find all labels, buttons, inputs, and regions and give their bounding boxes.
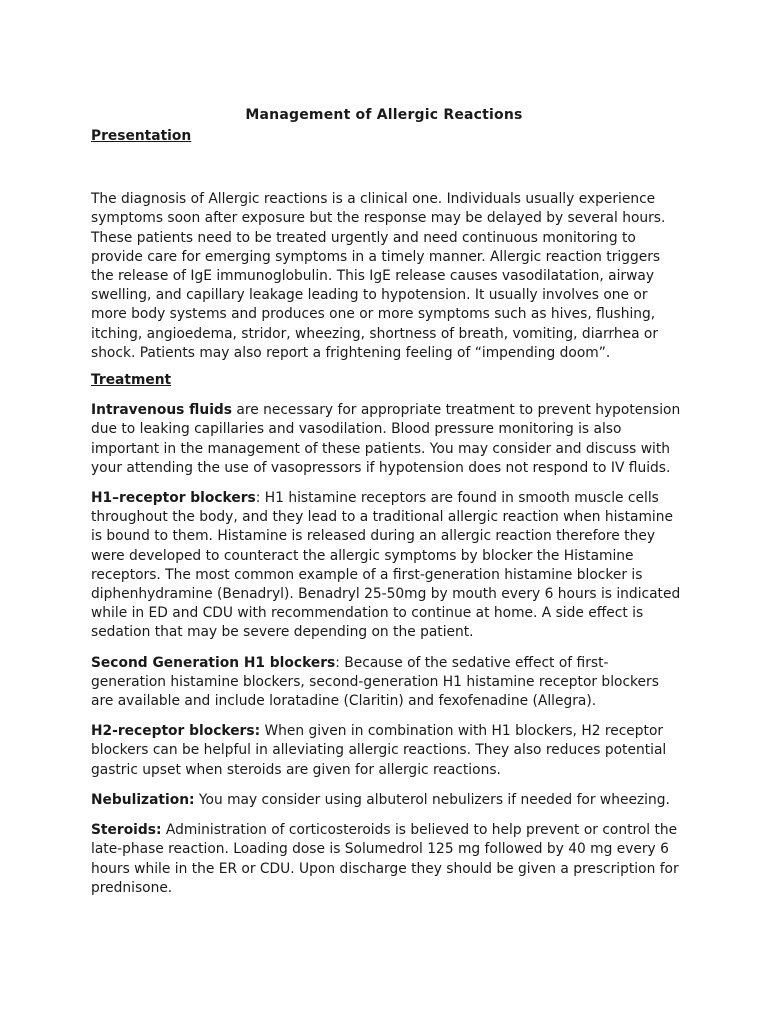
treatment-item-iv-fluids — [91, 401, 681, 478]
treatment-term: Nebulization: — [91, 791, 195, 808]
treatment-term: H2-receptor blockers: — [91, 723, 261, 740]
treatment-text: Administration of corticosteroids is believed to help prevent or control the late-phase reaction. Loading dose is Solumedrol 125 mg followed by 40 mg every 6 hours while in the ER or CDU. Upon discharge they should be given a prescription for prednisone. — [91, 822, 679, 896]
treatment-item-second-gen-h1 — [91, 654, 681, 712]
treatment-term: Steroids: — [91, 822, 162, 839]
treatment-term: H1–receptor blockers — [91, 490, 256, 507]
treatment-item-nebulization — [91, 791, 681, 810]
treatment-text: You may consider using albuterol nebulizers if needed for wheezing. — [194, 791, 670, 808]
treatment-item-steroids — [91, 821, 681, 898]
presentation-paragraph: The diagnosis of Allergic reactions is a clinical one. Individuals usually experience symptoms soon after exposure but the response may be delayed by several hours. These patients need to be treated urgently and need continuous monitoring to provide care for emerging symptoms in a timely manner. Allergic reaction triggers the release of IgE immunoglobulin. This IgE release causes vasodilatation, airway swelling, and capillary leakage leading to hypotension. It usually involves one or more body systems and produces one or more symptoms such as hives, flushing, itching, angioedema, stridor, wheezing, shortness of breath, vomiting, diarrhea or shock. Patients may also report a frightening feeling of “impending doom”. — [91, 191, 666, 361]
treatment-text: : H1 histamine receptors are found in smooth muscle cells throughout the body, and they lead to a traditional allergic reaction when histamine is bound to them. Histamine is released during an allergic reaction therefore they were developed to counteract the allergic symptoms by blocker the Histamine receptors. The most common example of a first-generation histamine blocker is diphenhydramine (Benadryl). Benadryl 25-50mg by mouth every 6 hours is indicated while in ED and CDU with recommendation to continue at home. A side effect is sedation that may be severe depending on the patient. — [91, 490, 681, 641]
treatment-text: When given in combination with H1 blockers, H2 receptor blockers can be helpful in alleviating allergic reactions. They also reduces potential gastric upset when steroids are given for allergic reactions. — [91, 723, 667, 778]
section-heading-treatment: Treatment — [91, 372, 172, 389]
treatment-item-h1-blockers — [91, 489, 681, 643]
treatment-text: are necessary for appropriate treatment to prevent hypotension due to leaking capillaries and vasodilation. Blood pressure monitoring is also important in the management of these patients. You may consider and discuss with your attending the use of vasopressors if hypotension does not respond to IV fluids. — [91, 402, 681, 476]
treatment-term: Second Generation H1 blockers — [91, 654, 336, 671]
treatment-term: Intravenous fluids — [91, 402, 233, 419]
document-title: Management of Allergic Reactions — [245, 107, 523, 123]
treatment-item-h2-blockers — [91, 722, 681, 780]
section-heading-presentation: Presentation — [91, 128, 192, 144]
document-body — [91, 127, 681, 898]
treatment-text: : Because of the sedative effect of first-generation histamine blockers, second-generation H1 histamine receptor blockers are available and include loratadine (Claritin) and fexofenadine (Allegra). — [91, 654, 659, 710]
